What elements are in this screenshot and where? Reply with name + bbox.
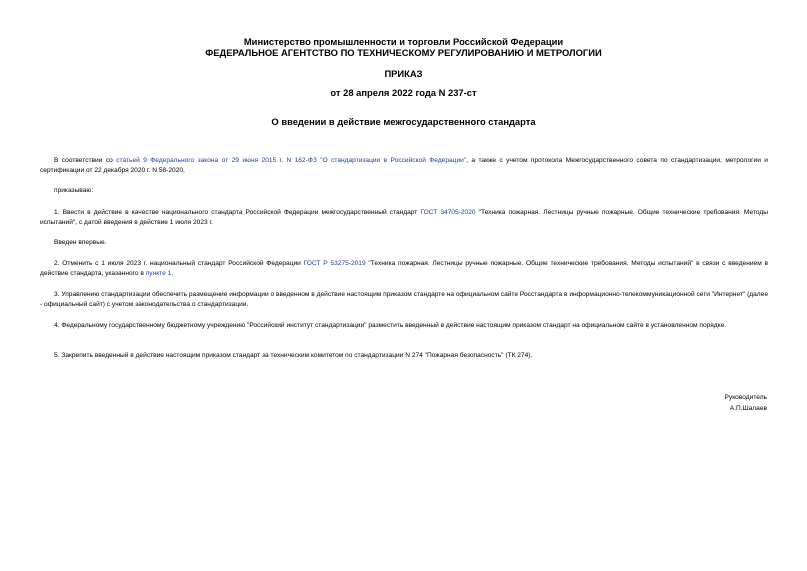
paragraph-item-1 xyxy=(40,208,768,228)
paragraph-preamble xyxy=(40,156,768,176)
text: "Техника пожарная. Лестницы ручные пожарные. Общие технические требования. Методы испытаний" в связи с введением в действие стандарта, указанного в xyxy=(40,260,769,277)
text: , а также с учетом протокола Межгосударственного совета по стандартизации, метрологии и сертификации от 22 декабря 2020 г. N 58-2020, xyxy=(40,157,768,174)
gost-r-link[interactable]: ГОСТ Р 53275-2019 xyxy=(303,260,366,267)
text: В соответствии со xyxy=(54,157,117,164)
paragraph-item-2 xyxy=(40,259,768,279)
law-link[interactable]: статьей 9 Федерального закона от 29 июня 2015 г. N 162-ФЗ "О стандартизации в Российской Федерации" xyxy=(116,157,467,164)
doc-subject: О введении в действие межгосударственного стандарта xyxy=(271,116,536,127)
paragraph-note: Введен впервые. xyxy=(54,239,107,246)
gost-link[interactable]: ГОСТ 34705-2020 xyxy=(420,209,476,216)
text: . xyxy=(171,270,174,277)
doc-date-number: от 28 апреля 2022 года N 237-ст xyxy=(330,87,477,98)
ministry-title: Министерство промышленности и торговли Российской Федерации xyxy=(243,36,564,47)
paragraph-item-3: 3. Управлению стандартизации обеспечить размещение информации о введенном в действие настоящим приказом стандарте на официальном сайте Росстандарта в информационно-телекоммуникационной сети "Интернет" (далее - официальный сайт) с учетом законодательства о стандартизации. xyxy=(40,291,768,308)
signature-name: А.П.Шалаев xyxy=(729,405,767,412)
text: 2. Отменить с 1 июля 2023 г. национальный стандарт Российской Федерации xyxy=(54,260,304,267)
paragraph-item-5: 5. Закрепить введенный в действие настоящим приказом стандарт за техническим комитетом по стандартизации N 274 "Пожарная безопасность" (ТК 274). xyxy=(54,352,533,359)
paragraph-order: приказываю: xyxy=(54,187,94,194)
signature-title: Руководитель xyxy=(724,394,767,401)
agency-title: ФЕДЕРАЛЬНОЕ АГЕНТСТВО ПО ТЕХНИЧЕСКОМУ РЕГУЛИРОВАНИЮ И МЕТРОЛОГИИ xyxy=(205,47,602,58)
text: 1. Ввести в действие в качестве национального стандарта Российской Федерации межгосударственный стандарт xyxy=(54,209,421,216)
text: "Техника пожарная. Лестницы ручные пожарные. Общие технические требования. Методы испытаний", с датой введения в действие 1 июля 2023 г. xyxy=(40,209,769,226)
paragraph-item-4: 4. Федеральному государственному бюджетному учреждению "Российский институт стандартизации" разместить введенный в действие настоящим приказом стандарт на официальном сайте в установленном порядке. xyxy=(54,322,727,329)
item-1-link[interactable]: пункте 1 xyxy=(145,270,172,277)
doc-type: ПРИКАЗ xyxy=(384,68,423,79)
